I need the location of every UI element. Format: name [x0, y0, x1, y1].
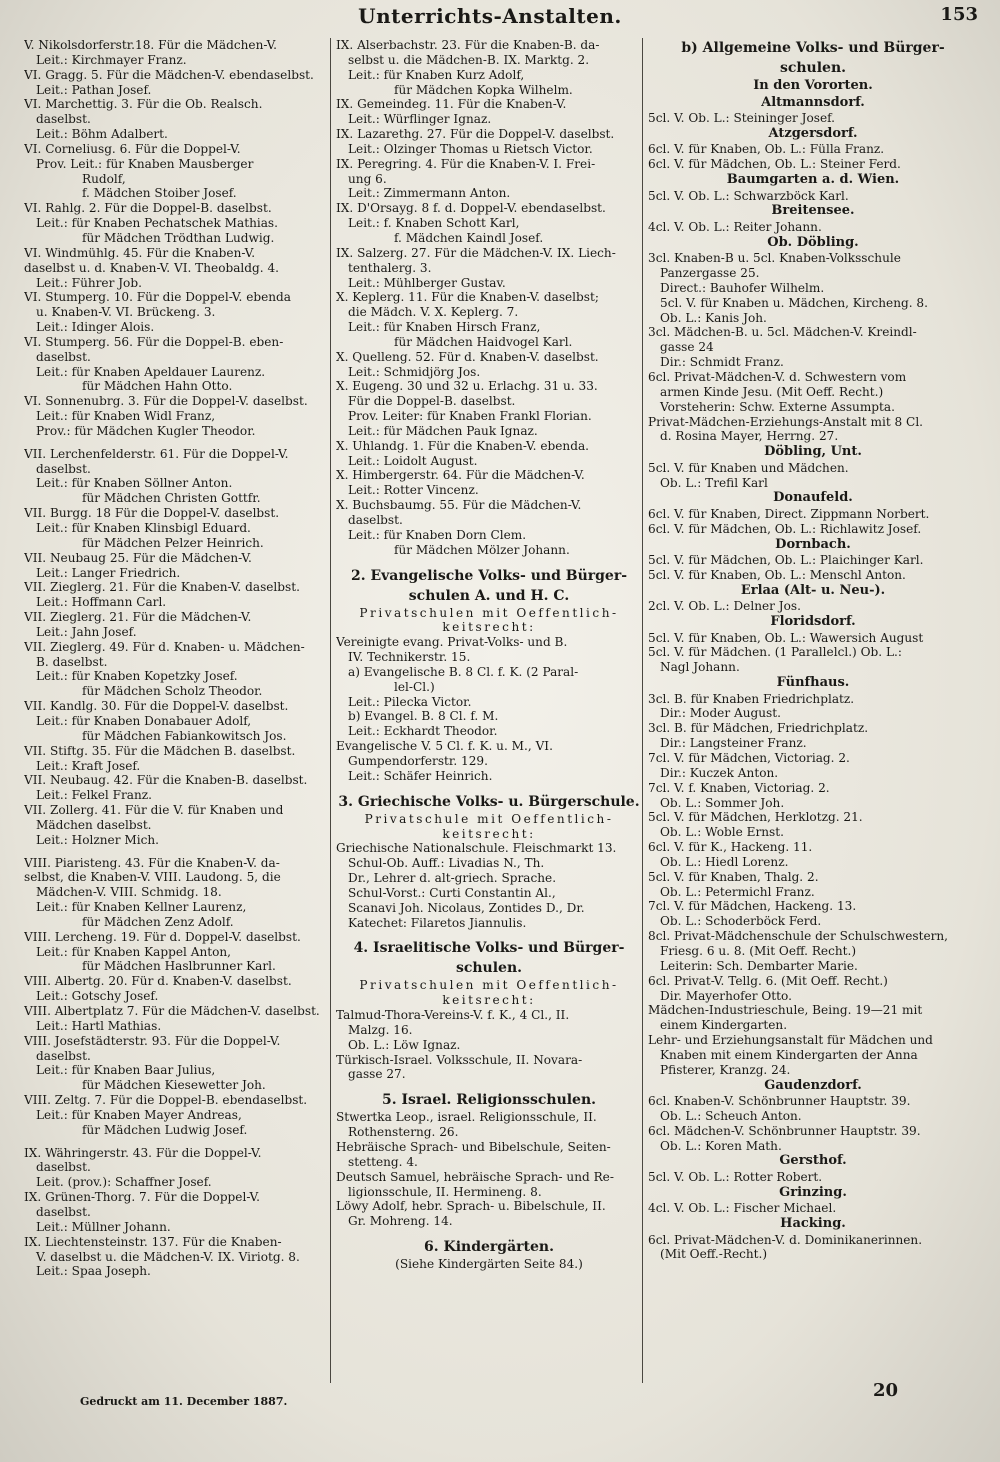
entry-line: Leit.: Idinger Alois.	[36, 320, 155, 335]
entry-line: Gumpendorferstr. 129.	[348, 753, 488, 768]
entry-line: Ob. L.: Trefil Karl	[660, 475, 768, 490]
entry-line: für Mädchen Mölzer Johann.	[394, 542, 570, 557]
entry-line: 5cl. V. für Mädchen, Herklotzg. 21.	[648, 810, 863, 825]
entry-line: Prov. Leit.: für Knaben Mausberger	[36, 156, 254, 171]
entry-line: VIII. Zeltg. 7. Für die Doppel-B. ebendaselbst.	[24, 1093, 308, 1108]
entry-line: Leit.: für Knaben Hirsch Franz,	[348, 320, 541, 335]
locality-heading: Altmannsdorf.	[761, 94, 865, 110]
entry-line: Leit.: Eckhardt Theodor.	[348, 724, 498, 739]
entry-line: Leit. (prov.): Schaffner Josef.	[36, 1175, 212, 1190]
entry-line: Hebräische Sprach- und Bibelschule, Seiten-	[336, 1140, 611, 1154]
entry-line	[24, 1138, 329, 1146]
entry-line: Leit.: Mühlberger Gustav.	[348, 275, 506, 290]
entry-line: VII. Burgg. 18 Für die Doppel-V. daselbst.	[24, 506, 280, 521]
locality-heading: Gersthof.	[779, 1153, 847, 1169]
entry-line: IX. Liechtensteinstr. 137. Für die Knaben-	[24, 1234, 282, 1249]
entry-line: B. daselbst.	[36, 654, 108, 669]
entry-line: 7cl. V. für Mädchen, Hackeng. 13.	[648, 899, 857, 914]
section-heading: 2. Evangelische Volks- und Bürger-	[350, 567, 628, 584]
entry-line: Leit.: Olzinger Thomas u Rietsch Victor.	[348, 141, 593, 156]
entry-line: VIII. Albertplatz 7. Für die Mädchen-V. daselbst.	[24, 1004, 320, 1018]
entry-line: ligionsschule, II. Hermineng. 8.	[348, 1184, 542, 1199]
entry-line: X. Uhlandg. 1. Für die Knaben-V. ebenda.	[336, 438, 589, 453]
entry-line: 5cl. V. Ob. L.: Schwarzböck Karl.	[648, 188, 849, 203]
locality-heading: Ob. Döbling.	[767, 234, 859, 250]
entry-line: Leiterin: Sch. Dembarter Marie.	[660, 958, 858, 973]
entry-line: Leit.: Holzner Mich.	[36, 832, 159, 847]
entry-line: Leit.: für Knaben Dorn Clem.	[348, 527, 527, 542]
entry-line	[336, 930, 642, 938]
locality-heading: Baumgarten a. d. Wien.	[726, 172, 900, 188]
locality-heading: Dornbach.	[775, 536, 851, 552]
entry-line: 5cl. V. Ob. L.: Rotter Robert.	[648, 1169, 823, 1184]
entry-line: Leit.: Kirchmayer Franz.	[36, 52, 187, 67]
entry-line: Türkisch-Israel. Volksschule, II. Novara-	[336, 1052, 583, 1067]
entry-line: für Mädchen Haidvogel Karl.	[394, 334, 573, 349]
entry-line: keitsrecht:	[442, 620, 536, 635]
entry-line: X. Buchsbaumg. 55. Für die Mädchen-V.	[336, 498, 582, 513]
entry-line: VII. Zieglerg. 21. Für die Mädchen-V.	[24, 610, 252, 625]
entry-line: Ob. L.: Löw Ignaz.	[348, 1037, 461, 1052]
entry-line: für Mädchen Hahn Otto.	[82, 379, 233, 394]
entry-line: gasse 27.	[348, 1067, 406, 1082]
section-heading: b) Allgemeine Volks- und Bürger-	[681, 40, 945, 56]
entry-line: keitsrecht:	[442, 826, 536, 841]
entry-line	[336, 558, 642, 566]
entry-line: Mädchen-V. VIII. Schmidg. 18.	[36, 885, 222, 900]
entry-line: Ob. L.: Petermichl Franz.	[660, 884, 815, 899]
entry-line: IX. Alserbachstr. 23. Für die Knaben-B. da-	[336, 38, 600, 52]
entry-line: 6cl. Privat-V. Tellg. 6. (Mit Oeff. Recht.)	[648, 973, 888, 988]
entry-line: V. daselbst u. die Mädchen-V. IX. Viriotg. 8.	[36, 1249, 300, 1264]
entry-line: Leit.: Böhm Adalbert.	[36, 127, 168, 142]
entry-line: Ob. L.: Hiedl Lorenz.	[660, 854, 789, 869]
entry-line: daselbst.	[36, 461, 91, 476]
column-divider	[330, 38, 331, 1383]
entry-line: Leit.: für Knaben Widl Franz,	[36, 409, 216, 424]
entry-line: VII. Zieglerg. 21. Für die Knaben-V. daselbst.	[24, 580, 300, 595]
entry-line: Talmud-Thora-Vereins-V. f. K., 4 Cl., II.	[336, 1008, 570, 1023]
entry-line: IX. Währingerstr. 43. Für die Doppel-V.	[24, 1145, 262, 1160]
locality-heading: Hacking.	[780, 1216, 846, 1232]
entry-line: Leit.: für Knaben Klinsbigl Eduard.	[36, 521, 251, 535]
entry-line: (Siehe Kindergärten Seite 84.)	[395, 1257, 583, 1272]
entry-line: Leit.: für Knaben Söllner Anton.	[36, 476, 233, 491]
print-date: Gedruckt am 11. December 1887.	[80, 1395, 288, 1408]
entry-line: 6cl. Mädchen-V. Schönbrunner Hauptstr. 39.	[648, 1123, 921, 1138]
entry-line: Privatschule mit Oeffentlich-	[364, 811, 614, 826]
entry-line: Ob. L.: Woble Ernst.	[660, 825, 784, 840]
entry-line: Leit.: Loidolt August.	[348, 453, 478, 468]
section-heading: schulen.	[455, 960, 523, 977]
entry-line: Panzergasse 25.	[660, 266, 760, 281]
entry-line: für Mädchen Ludwig Josef.	[82, 1122, 248, 1137]
entry-line: Mädchen daselbst.	[36, 817, 152, 832]
entry-line: VII. Zollerg. 41. Für die V. für Knaben und	[24, 803, 284, 818]
entry-line: Ob. L.: Scheuch Anton.	[660, 1108, 802, 1123]
entry-line: VI. Rahlg. 2. Für die Doppel-B. daselbst.	[24, 201, 272, 216]
entry-line: Leit.: für Knaben Kopetzky Josef.	[36, 669, 238, 684]
entry-line: für Mädchen Pelzer Heinrich.	[82, 535, 264, 550]
entry-line: Privatschulen mit Oeffentlich-	[359, 605, 619, 620]
entry-line: Ob. L.: Schoderböck Ferd.	[660, 914, 822, 929]
entry-line: Leit.: Müllner Johann.	[36, 1219, 171, 1234]
entry-line: Für die Doppel-B. daselbst.	[348, 394, 516, 409]
entry-line: 6cl. Privat-Mädchen-V. d. Schwestern vom	[648, 369, 907, 384]
entry-line: Schul-Vorst.: Curti Constantin Al.,	[348, 885, 556, 900]
entry-line: IX. Peregring. 4. Für die Knaben-V. I. Frei-	[336, 156, 596, 171]
entry-line: Leit.: für Knaben Kellner Laurenz,	[36, 900, 247, 915]
section-heading: schulen A. und H. C.	[408, 587, 570, 604]
entry-line: selbst u. die Mädchen-B. IX. Marktg. 2.	[348, 52, 590, 67]
entry-line: 6cl. Privat-Mädchen-V. d. Dominikanerinnen.	[648, 1232, 923, 1247]
entry-line: V. Nikolsdorferstr.18. Für die Mädchen-V.	[24, 38, 278, 52]
entry-line: Dir. Mayerhofer Otto.	[660, 988, 792, 1003]
entry-line: VI. Gragg. 5. Für die Mädchen-V. ebendaselbst.	[24, 67, 314, 82]
section-heading: schulen.	[779, 60, 847, 76]
column-right	[648, 38, 978, 1262]
entry-line: VIII. Lercheng. 19. Für d. Doppel-V. daselbst.	[24, 929, 301, 944]
entry-line: Privat-Mädchen-Erziehungs-Anstalt mit 8 Cl.	[648, 414, 924, 429]
section-heading: 4. Israelitische Volks- und Bürger-	[353, 940, 625, 957]
entry-line: Ob. L.: Sommer Joh.	[660, 795, 785, 810]
entry-line: Leit.: Gotschy Josef.	[36, 989, 159, 1004]
entry-line: 5cl. V. für Mädchen. (1 Parallelcl.) Ob. L.:	[648, 645, 902, 660]
column-middle	[336, 38, 642, 1272]
entry-line	[336, 1082, 642, 1090]
entry-line: Leit.: Pilecka Victor.	[348, 694, 472, 709]
entry-line: Friesg. 6 u. 8. (Mit Oeff. Recht.)	[660, 943, 857, 958]
entry-line: 6cl. V. für Knaben, Direct. Zippmann Norbert.	[648, 506, 930, 521]
entry-line: Prov. Leiter: für Knaben Frankl Florian.	[348, 409, 592, 424]
locality-heading: Breitensee.	[771, 203, 855, 219]
entry-line: 5cl. V. für Knaben, Ob. L.: Wawersich August	[648, 630, 924, 645]
entry-line: daselbst.	[36, 349, 91, 364]
entry-line: Dir.: Moder August.	[660, 706, 781, 721]
entry-line: Leit.: für Knaben Kappel Anton,	[36, 944, 232, 959]
section-heading: 3. Griechische Volks- u. Bürgerschule.	[338, 793, 640, 810]
locality-heading: Fünfhaus.	[776, 675, 850, 691]
entry-line: daselbst.	[348, 513, 403, 527]
entry-line: Ob. L.: Kanis Joh.	[660, 310, 767, 325]
entry-line: VI. Marchettig. 3. Für die Ob. Realsch.	[24, 97, 263, 112]
column-left	[24, 38, 329, 1279]
entry-line: 5cl. V. für Knaben u. Mädchen, Kircheng. 8.	[660, 295, 928, 310]
entry-line: für Mädchen Kiesewetter Joh.	[82, 1078, 266, 1093]
locality-heading: Atzgersdorf.	[768, 125, 858, 141]
entry-line: gasse 24	[660, 340, 714, 355]
entry-line: 3cl. B. für Knaben Friedrichplatz.	[648, 691, 855, 706]
entry-line: 6cl. Knaben-V. Schönbrunner Hauptstr. 39.	[648, 1094, 911, 1109]
entry-line: X. Quelleng. 52. Für d. Knaben-V. daselbst.	[336, 349, 599, 364]
locality-heading: Döbling, Unt.	[764, 444, 862, 460]
entry-line: Knaben mit einem Kindergarten der Anna	[660, 1047, 918, 1062]
entry-line: für Mädchen Haslbrunner Karl.	[82, 959, 276, 974]
entry-line: X. Keplerg. 11. Für die Knaben-V. daselbst;	[336, 290, 599, 305]
entry-line: Vereinigte evang. Privat-Volks- und B.	[336, 635, 568, 650]
entry-line: daselbst.	[36, 112, 91, 127]
entry-line: daselbst.	[36, 1204, 91, 1219]
entry-line: VIII. Piaristeng. 43. Für die Knaben-V. da-	[24, 855, 280, 870]
entry-line: d. Rosina Mayer, Herrng. 27.	[660, 429, 839, 444]
entry-line: Leit.: für Mädchen Pauk Ignaz.	[348, 423, 538, 438]
locality-heading: Erlaa (Alt- u. Neu-).	[740, 582, 886, 598]
entry-line: X. Eugeng. 30 und 32 u. Erlachg. 31 u. 33.	[336, 379, 598, 394]
entry-line: IX. Grünen-Thorg. 7. Für die Doppel-V.	[24, 1190, 260, 1205]
entry-line: für Mädchen Zenz Adolf.	[82, 914, 234, 929]
locality-heading: Floridsdorf.	[770, 614, 856, 630]
entry-line: einem Kindergarten.	[660, 1018, 788, 1033]
entry-line: VII. Zieglerg. 49. Für d. Knaben- u. Mädchen-	[24, 639, 305, 654]
entry-line: VI. Sonnenubrg. 3. Für die Doppel-V. daselbst.	[24, 394, 308, 409]
entry-line	[24, 848, 329, 856]
entry-line: Prov.: für Mädchen Kugler Theodor.	[36, 423, 256, 438]
entry-line: Leit.: Pathan Josef.	[36, 82, 152, 97]
entry-line: 5cl. V. für Knaben, Ob. L.: Menschl Anton.	[648, 567, 906, 582]
entry-line: Dr., Lehrer d. alt-griech. Sprache.	[348, 871, 557, 886]
locality-heading: Donaufeld.	[773, 490, 853, 506]
entry-line: Dir.: Kuczek Anton.	[660, 765, 779, 780]
entry-line: Privatschulen mit Oeffentlich-	[359, 978, 619, 993]
entry-line: a) Evangelische B. 8 Cl. f. K. (2 Paral-	[348, 664, 579, 679]
entry-line: Leit.: Hoffmann Carl.	[36, 595, 167, 610]
entry-line: Stwertka Leop., israel. Religionsschule, II.	[336, 1110, 597, 1125]
entry-line: für Mädchen Christen Gottfr.	[82, 491, 261, 506]
entry-line: stetteng. 4.	[348, 1154, 418, 1169]
entry-line: IX. Salzerg. 27. Für die Mädchen-V. IX. Liech-	[336, 245, 616, 260]
entry-line: (Mit Oeff.-Recht.)	[660, 1247, 768, 1262]
entry-line: daselbst.	[36, 1160, 91, 1175]
entry-line: Scanavi Joh. Nicolaus, Zontides D., Dr.	[348, 900, 585, 915]
entry-line: Rothensterng. 26.	[348, 1125, 459, 1140]
entry-line: VI. Corneliusg. 6. Für die Doppel-V.	[24, 141, 241, 156]
entry-line: Direct.: Bauhofer Wilhelm.	[660, 280, 825, 295]
entry-line	[24, 439, 329, 447]
entry-line: Katechet: Filaretos Jiannulis.	[348, 915, 527, 930]
entry-line: VI. Stumperg. 10. Für die Doppel-V. ebenda	[24, 290, 291, 305]
entry-line: für Mädchen Trödthan Ludwig.	[82, 230, 275, 245]
entry-line: Vorsteherin: Schw. Externe Assumpta.	[660, 399, 895, 414]
entry-line: Dir.: Langsteiner Franz.	[660, 736, 807, 751]
entry-line: ung 6.	[348, 171, 387, 186]
entry-line: 5cl. V. für Knaben und Mädchen.	[648, 460, 849, 475]
entry-line: 7cl. V. für Mädchen, Victoriag. 2.	[648, 751, 850, 765]
entry-line: Leit.: für Knaben Donabauer Adolf,	[36, 713, 252, 728]
entry-line: 3cl. Mädchen-B. u. 5cl. Mädchen-V. Kreindl-	[648, 325, 917, 340]
entry-line: 5cl. V. für Knaben, Thalg. 2.	[648, 869, 819, 884]
entry-line: Dir.: Schmidt Franz.	[660, 355, 784, 370]
entry-line: die Mädch. V. X. Keplerg. 7.	[348, 305, 519, 320]
entry-line	[336, 1229, 642, 1237]
entry-line: 2cl. V. Ob. L.: Delner Jos.	[648, 599, 801, 614]
entry-line: Leit.: Spaa Joseph.	[36, 1264, 151, 1279]
entry-line: 3cl. Knaben-B u. 5cl. Knaben-Volksschule	[648, 251, 901, 266]
entry-line: Leit.: Jahn Josef.	[36, 624, 137, 639]
entry-line: daselbst.	[36, 1048, 91, 1063]
locality-heading: In den Vororten.	[753, 78, 873, 93]
entry-line: lel-Cl.)	[394, 679, 435, 694]
entry-line: VIII. Josefstädterstr. 93. Für die Doppel-V.	[24, 1033, 281, 1048]
entry-line: VII. Kandlg. 30. Für die Doppel-V. daselbst.	[24, 699, 289, 714]
entry-line: 6cl. V. für K., Hackeng. 11.	[648, 840, 813, 855]
entry-line: für Mädchen Fabiankowitsch Jos.	[82, 728, 287, 743]
entry-line: IX. D'Orsayg. 8 f. d. Doppel-V. ebendaselbst.	[336, 201, 606, 216]
entry-line: Rudolf,	[82, 171, 126, 186]
section-heading: 5. Israel. Religionsschulen.	[381, 1092, 597, 1109]
entry-line: 6cl. V. für Mädchen, Ob. L.: Richlawitz Josef.	[648, 521, 922, 536]
entry-line: daselbst u. d. Knaben-V. VI. Theobaldg. 4.	[24, 260, 280, 275]
page-title: Unterrichts-Anstalten.	[358, 4, 622, 28]
entry-line: Leit.: für Knaben Apeldauer Laurenz.	[36, 364, 266, 379]
entry-line: Pfisterer, Kranzg. 24.	[660, 1062, 791, 1077]
entry-line: 6cl. V. für Knaben, Ob. L.: Fülla Franz.	[648, 142, 885, 157]
locality-heading: Grinzing.	[779, 1184, 847, 1200]
entry-line: b) Evangel. B. 8 Cl. f. M.	[348, 709, 499, 724]
entry-line: für Mädchen Kopka Wilhelm.	[394, 82, 573, 97]
entry-line: 5cl. V. für Mädchen, Ob. L.: Plaichinger Karl.	[648, 553, 924, 568]
sheet-number: 20	[873, 1380, 899, 1401]
entry-line: Griechische Nationalschule. Fleischmarkt 13.	[336, 841, 617, 856]
entry-line: Leit.: Felkel Franz.	[36, 788, 153, 803]
entry-line: Leit.: Hartl Mathias.	[36, 1018, 162, 1033]
entry-line: Leit.: Führer Job.	[36, 275, 142, 290]
section-heading: 6. Kindergärten.	[424, 1239, 554, 1256]
entry-line: IV. Technikerstr. 15.	[348, 650, 471, 665]
entry-line: Leit.: f. Knaben Schott Karl,	[348, 216, 520, 231]
entry-line: 5cl. V. Ob. L.: Steininger Josef.	[648, 111, 835, 125]
entry-line: Nagl Johann.	[660, 660, 740, 675]
entry-line: tenthalerg. 3.	[348, 260, 432, 275]
entry-line: VI. Windmühlg. 45. Für die Knaben-V.	[24, 245, 256, 260]
entry-line: IX. Gemeindeg. 11. Für die Knaben-V.	[336, 97, 567, 112]
entry-line: 8cl. Privat-Mädchenschule der Schulschwestern,	[648, 929, 949, 944]
entry-line: Leit.: Rotter Vincenz.	[348, 483, 479, 498]
entry-line: Malzg. 16.	[348, 1022, 413, 1037]
entry-line: selbst, die Knaben-V. VIII. Laudong. 5, die	[24, 870, 281, 885]
entry-line: VI. Stumperg. 56. Für die Doppel-B. eben-	[24, 334, 284, 349]
entry-line: Leit.: Würflinger Ignaz.	[348, 112, 492, 127]
entry-line: Mädchen-Industrieschule, Being. 19—21 mit	[648, 1003, 923, 1018]
entry-line: VIII. Albertg. 20. Für d. Knaben-V. daselbst.	[24, 974, 292, 989]
entry-line: Schul-Ob. Auff.: Livadias N., Th.	[348, 856, 545, 871]
entry-line: Leit.: Schäfer Heinrich.	[348, 768, 493, 783]
entry-line: Leit.: für Knaben Pechatschek Mathias.	[36, 216, 278, 231]
entry-line: f. Mädchen Stoiber Josef.	[82, 186, 237, 201]
locality-heading: Gaudenzdorf.	[764, 1077, 862, 1093]
entry-line: Deutsch Samuel, hebräische Sprach- und Re-	[336, 1169, 614, 1184]
entry-line: Evangelische V. 5 Cl. f. K. u. M., VI.	[336, 739, 553, 754]
page-number: 153	[940, 4, 978, 25]
entry-line: 4cl. V. Ob. L.: Fischer Michael.	[648, 1201, 837, 1216]
entry-line: u. Knaben-V. VI. Brückeng. 3.	[36, 305, 216, 320]
entry-line: Leit.: Schmidjörg Jos.	[348, 364, 481, 379]
entry-line: Leit.: Kraft Josef.	[36, 758, 141, 773]
entry-line: VII. Neubaug 25. Für die Mädchen-V.	[24, 550, 252, 565]
entry-line: Leit.: Zimmermann Anton.	[348, 186, 511, 201]
entry-line: 3cl. B. für Mädchen, Friedrichplatz.	[648, 721, 869, 736]
entry-line: VII. Lerchenfelderstr. 61. Für die Doppel-V.	[24, 446, 289, 461]
entry-line: 6cl. V. für Mädchen, Ob. L.: Steiner Ferd.	[648, 157, 901, 172]
entry-line: Leit.: für Knaben Kurz Adolf,	[348, 67, 525, 82]
entry-line: Leit.: für Knaben Baar Julius,	[36, 1063, 216, 1078]
entry-line: VII. Neubaug. 42. Für die Knaben-B. daselbst.	[24, 773, 308, 788]
entry-line: für Mädchen Scholz Theodor.	[82, 684, 263, 699]
entry-line: armen Kinde Jesu. (Mit Oeff. Recht.)	[660, 384, 884, 399]
entry-line: IX. Lazarethg. 27. Für die Doppel-V. daselbst.	[336, 127, 615, 142]
entry-line: Leit.: für Knaben Mayer Andreas,	[36, 1107, 242, 1122]
entry-line	[336, 784, 642, 792]
entry-line: VII. Stiftg. 35. Für die Mädchen B. daselbst.	[24, 743, 296, 758]
entry-line: Löwy Adolf, hebr. Sprach- u. Bibelschule, II.	[336, 1199, 606, 1214]
entry-line: 7cl. V. f. Knaben, Victoriag. 2.	[648, 780, 830, 795]
entry-line: 4cl. V. Ob. L.: Reiter Johann.	[648, 219, 822, 234]
column-divider	[642, 38, 643, 1383]
entry-line: Ob. L.: Koren Math.	[660, 1138, 782, 1153]
entry-line: f. Mädchen Kaindl Josef.	[394, 230, 544, 245]
entry-line: X. Himbergerstr. 64. Für die Mädchen-V.	[336, 468, 585, 483]
entry-line: Lehr- und Erziehungsanstalt für Mädchen und	[648, 1033, 933, 1048]
entry-line: Leit.: Langer Friedrich.	[36, 565, 181, 580]
entry-line: keitsrecht:	[442, 993, 536, 1008]
entry-line: Gr. Mohreng. 14.	[348, 1214, 453, 1229]
